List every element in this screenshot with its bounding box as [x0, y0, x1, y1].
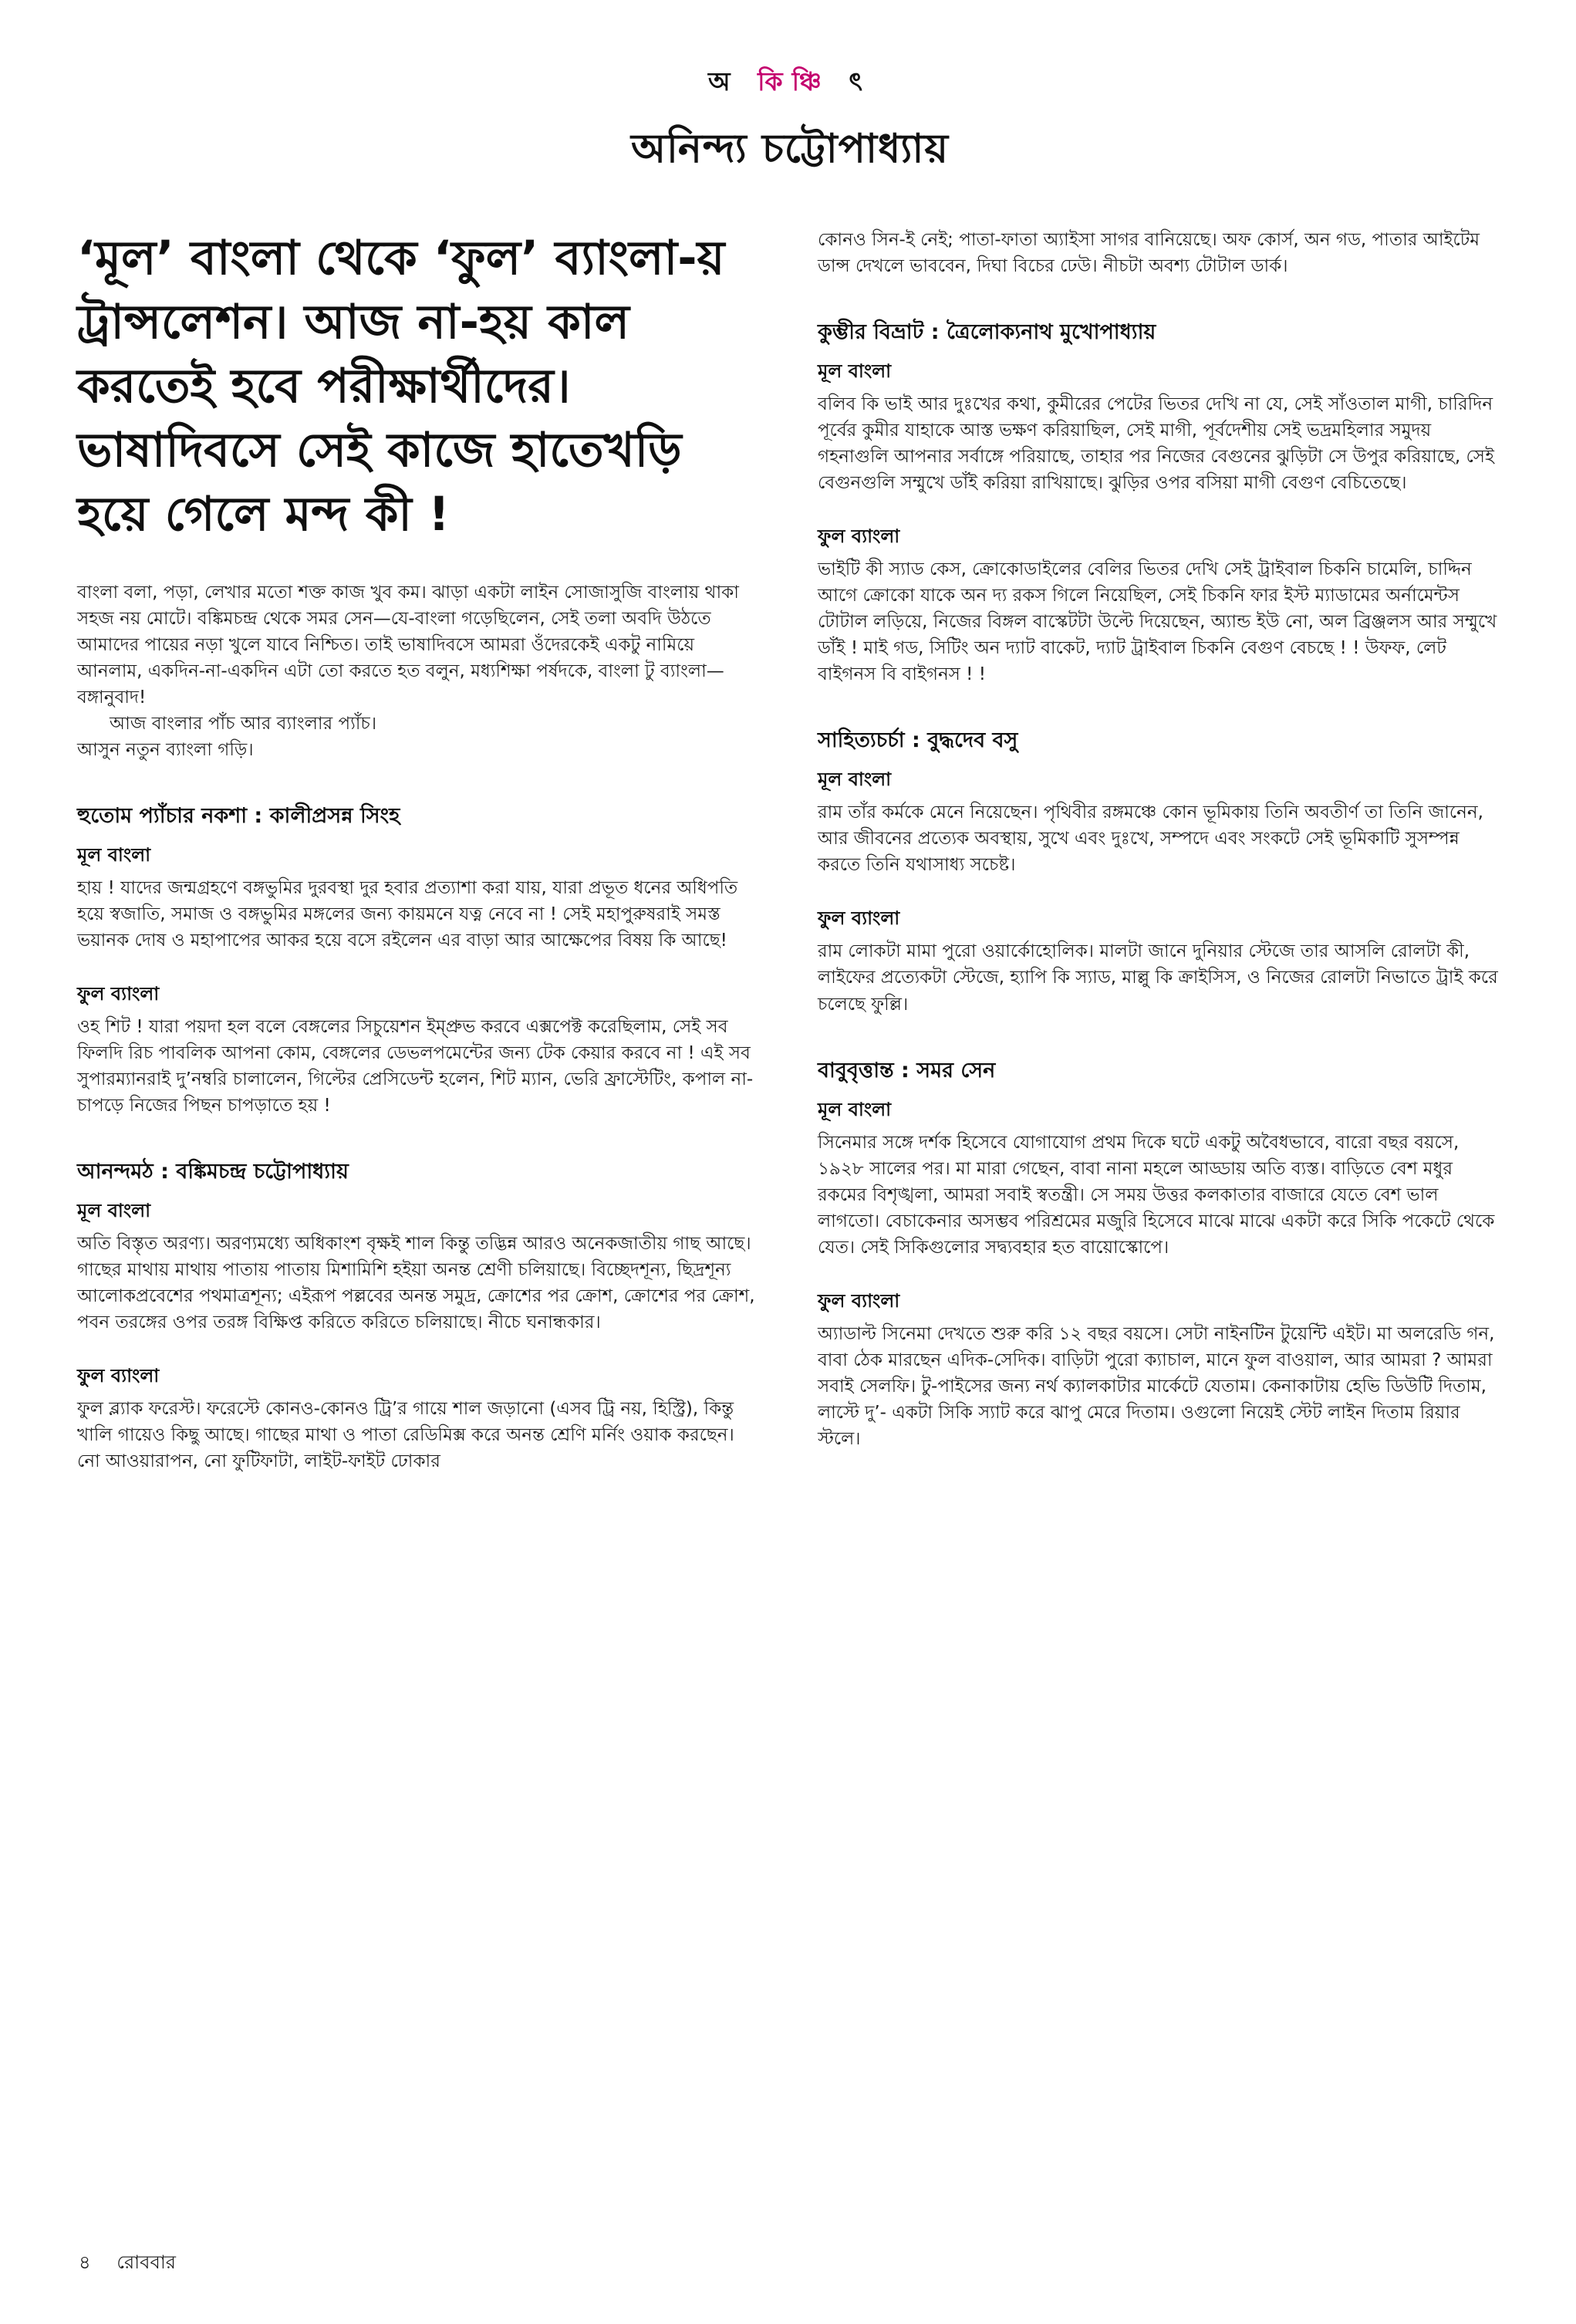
block-text: সিনেমার সঙ্গে দর্শক হিসেবে যোগাযোগ প্রথম দিকে ঘটে একটু অবৈধভাবে, বারো বছর বয়সে, ১৯২৮ সালের পর। মা মারা গেছেন, বাবা নানা মহলে আড্ডায় অতি ব্যস্ত। বাড়িতে বেশ মধুর রকমের বিশৃঙ্খলা, আমরা সবাই স্বতন্ত্রী। সে সময় উত্তর কলকাতার বাজারে যেতে বেশ ভাল লাগতো। বেচাকেনার অসম্ভব পরিশ্রমের মজুরি হিসেবে মাঝে মাঝে একটা করে সিকি পকেটে থেকে যেত। সেই সিকিগুলোর সদ্ব্যবহার হত বায়োস্কোপে। — [818, 1132, 1495, 1258]
sub-label: মূল বাংলা — [818, 360, 892, 383]
author-title: অনিন্দ্য চট্টোপাধ্যায় — [631, 126, 949, 172]
mul-bangla-block — [818, 765, 1503, 878]
two-column-body — [77, 227, 1503, 1474]
mul-bangla-block — [818, 1096, 1503, 1261]
sub-label: ফুল ব্যাংলা — [77, 983, 160, 1005]
sub-label: মূল বাংলা — [818, 1098, 892, 1120]
section-hutom-pyanchar-noksha — [77, 800, 762, 1119]
section-title: আনন্দমঠ : বঙ্কিমচন্দ্র চট্টোপাধ্যায় — [77, 1160, 349, 1184]
page-header — [77, 62, 1503, 184]
right-column — [818, 227, 1503, 1452]
section-anandamath — [77, 1156, 762, 1474]
section-kumbhir-bibhrat — [818, 316, 1503, 687]
column-kicker — [77, 62, 1503, 105]
block-text: ফুল ব্ল্যাক ফরেস্ট। ফরেস্টে কোনও-কোনও ট্রি’র গায়ে শাল জড়ানো (এসব ট্রি নয়, হিস্ট্রি), কিন্তু খালি গায়েও কিছু আছে। গাছের মাথা ও পাতা রেডিমিক্স করে অনন্ত শ্রেণি মর্নিং ওয়াক করছেন। নো আওয়ারাপন, নো ফুটিফাটা, লাইট-ফাইট ঢোকার — [77, 1399, 734, 1472]
left-column — [77, 227, 762, 1474]
continuation-paragraph: কোনও সিন-ই নেই; পাতা-ফাতা অ্যাইসা সাগর বানিয়েছে। অফ কোর্স, অন গড, পাতার আইটেম ডান্স দেখলে ভাববেন, দিঘা বিচের ঢেউ। নীচটা অবশ্য টোটাল ডার্ক। — [818, 230, 1480, 277]
section-title: হুতোম প্যাঁচার নকশা : কালীপ্রসন্ন সিংহ — [77, 803, 400, 828]
ful-byangla-block — [818, 1287, 1503, 1452]
sub-label: মূল বাংলা — [77, 1200, 151, 1222]
block-text: রাম তাঁর কর্মকে মেনে নিয়েছেন। পৃথিবীর রঙ্গমঞ্চে কোন ভূমিকায় তিনি অবতীর্ণ তা তিনি জানেন, আর জীবনের প্রত্যেক অবস্থায়, সুখে এবং দুঃখে, সম্পদে এবং সংকটে সেই ভূমিকাটি সুসম্পন্ন করতে তিনি যথাসাধ্য সচেষ্ট। — [818, 802, 1483, 876]
intro-line-2: আজ বাংলার পাঁচ আর ব্যাংলার প্যাঁচ। — [110, 713, 377, 734]
block-text: রাম লোকটা মামা পুরো ওয়ার্কোহোলিক। মালটা জানে দুনিয়ার স্টেজে তার আসলি রোলটা কী, লাইফের প্রত্যেকটা স্টেজে, হ্যাপি কি স্যাড, মাল্লু কি ক্রাইসিস, ও নিজের রোলটা নিভাতে ট্রাই করে চলেছে ফুল্লি। — [818, 941, 1498, 1015]
mul-bangla-block — [77, 1197, 762, 1336]
block-text: ওহ শিট ! যারা পয়দা হল বলে বেঙ্গলের সিচুয়েশন ইম্প্রুভ করবে এক্সপেক্ট করেছিলাম, সেই সব ফিলদি রিচ পাবলিক আপনা কোম, বেঙ্গলের ডেভলপমেন্টের জন্য টেক কেয়ার করবে না ! এই সব সুপারম্যানরাই দু’নম্বরি চালালেন, গিল্টের প্রেসিডেন্ট হলেন, শিট ম্যান, ভেরি ফ্রাস্টেটিং, কপাল না-চাপড়ে নিজের পিছন চাপড়াতে হয় ! — [77, 1017, 754, 1116]
intro-line-3: আসুন নতুন ব্যাংলা গড়ি। — [77, 739, 254, 760]
sub-label: ফুল ব্যাংলা — [818, 1289, 900, 1312]
ful-byangla-block — [818, 522, 1503, 687]
section-babubrittanto — [818, 1055, 1503, 1452]
kicker-highlight: কিঞ্চি — [758, 66, 831, 96]
kicker-post: ৎ — [849, 66, 872, 96]
section-title: সাহিত্যচর্চা : বুদ্ধদেব বসু — [818, 728, 1018, 753]
kicker-pre: অ — [707, 66, 740, 96]
ful-byangla-block — [77, 1362, 762, 1474]
sub-label: ফুল ব্যাংলা — [818, 907, 900, 930]
section-sahityacharcha — [818, 725, 1503, 1017]
magazine-name: রোববার — [116, 2251, 176, 2273]
block-text: ভাইটি কী স্যাড কেস, ক্রোকোডাইলের বেলির ভিতর দেখি সেই ট্রাইবাল চিকনি চামেলি, চাদ্দিন আগে ক্রোকো যাকে অন দ্য রকস গিলে নিয়েছিল, সেই চিকনি ফার ইস্ট ম্যাডামের অর্নামেন্টস টোটাল লড়িয়ে, নিজের বিঙ্গল বাস্কেটটা উল্টে দিয়েছেন, অ্যান্ড ইউ নো, অল ব্রিঞ্জলস আর সম্মুখে ডাঁই ! মাই গড, সিটিং অন দ্যাট বাকেট, দ্যাট ট্রাইবাল চিকনি বেগুণ বেচছে ! ! উফফ, লেট বাইগনস বি বাইগনস ! ! — [818, 559, 1497, 685]
sub-label: মূল বাংলা — [818, 768, 892, 791]
block-text: অ্যাডাল্ট সিনেমা দেখতে শুরু করি ১২ বছর বয়সে। সেটা নাইনটিন টুয়েন্টি এইট। মা অলরেডি গন, বাবা ঠেক মারছেন এদিক-সেদিক। বাড়িটা পুরো ক্যাচাল, মানে ফুল বাওয়াল, আর আমরা ? আমরা সবাই সেলফি। টু-পাইসের জন্য নর্থ ক্যালকাটার মার্কেটে যেতাম। কেনাকাটায় হেভি ডিউটি দিতাম, লাস্টে দু’- একটা সিকি স্যাট করে ঝাপু মেরে দিতাম। ওগুলো নিয়েই স্টেট লাইন দিতাম রিয়ার স্টলে। — [818, 1323, 1495, 1449]
sub-label: ফুল ব্যাংলা — [77, 1365, 160, 1387]
block-text: হায় ! যাদের জন্মগ্রহণে বঙ্গভুমির দুরবস্থা দুর হবার প্রত্যাশা করা যায়, যারা প্রভূত ধনের অধিপতি হয়ে স্বজাতি, সমাজ ও বঙ্গভুমির মঙ্গলের জন্য কায়মনে যত্ন নেবে না ! সেই মহাপুরুষরাই সমস্ত ভয়ানক দোষ ও মহাপাপের আকর হয়ে বসে রইলেন এর বাড়া আর আক্ষেপের বিষয় কি আছে! — [77, 877, 738, 951]
intro-paragraph: বাংলা বলা, পড়া, লেখার মতো শক্ত কাজ খুব কম। ঝাড়া একটা লাইন সোজাসুজি বাংলায় থাকা সহজ নয় মোটে। বঙ্কিমচন্দ্র থেকে সমর সেন—যে-বাংলা গড়েছিলেন, সেই তলা অবদি উঠতে আমাদের পায়ের নড়া খুলে যাবে নিশ্চিত। তাই ভাষাদিবসে আমরা ওঁদেরকেই একটু নামিয়ে আনলাম, একদিন-না-একদিন এটা তো করতে হত বলুন, মধ্যশিক্ষা পর্ষদকে, বাংলা টু ব্যাংলা—বঙ্গানুবাদ! — [77, 582, 739, 708]
block-text: অতি বিস্তৃত অরণ্য। অরণ্যমধ্যে অধিকাংশ বৃক্ষই শাল কিন্তু তদ্ভিন্ন আরও অনেকজাতীয় গাছ আছে। গাছের মাথায় মাথায় পাতায় পাতায় মিশামিশি হইয়া অনন্ত শ্রেণী চলিয়াছে। বিচ্ছেদশূন্য, ছিদ্রশূন্য আলোকপ্রবেশের পথমাত্রশূন্য; এইরূপ পল্লবের অনন্ত সমুদ্র, ক্রোশের পর ক্রোশ, ক্রোশের পর ক্রোশ, পবন তরঙ্গের ওপর তরঙ্গ বিক্ষিপ্ত করিতে করিতে চলিয়াছে। নীচে ঘনান্ধকার। — [77, 1234, 755, 1333]
section-title: কুম্ভীর বিভ্রাট : ত্রৈলোক্যনাথ মুখোপাধ্যায় — [818, 320, 1156, 345]
page-number: ৪ — [79, 2251, 91, 2273]
mul-bangla-block — [818, 357, 1503, 496]
headline: ‘মূল’ বাংলা থেকে ‘ফুল’ ব্যাংলা-য় ট্রান্সলেশন। আজ না-হয় কাল করতেই হবে পরীক্ষার্থীদের। ভাষাদিবসে সেই কাজে হাতেখড়ি হয়ে গেলে মন্দ কী ! — [77, 231, 725, 542]
section-title: বাবুবৃত্তান্ত : সমর সেন — [818, 1058, 996, 1083]
sub-label: মূল বাংলা — [77, 843, 151, 866]
page-footer — [79, 2248, 176, 2279]
ful-byangla-block — [77, 980, 762, 1119]
block-text: বলিব কি ভাই আর দুঃখের কথা, কুমীরের পেটের ভিতর দেখি না যে, সেই সাঁওতাল মাগী, চারিদিন পূর্বের কুমীর যাহাকে আস্ত ভক্ষণ করিয়াছিল, সেই মাগী, পূর্বদেশীয় সেই ভদ্রমহিলার সমুদয় গহনাগুলি আপনার সর্বাঙ্গে পরিয়াছে, তাহার পর নিজের বেগুনের ঝুড়িটা সে উপুর করিয়াছে, সেই বেগুনগুলি সম্মুখে ডাঁই করিয়া রাখিয়াছে। ঝুড়ির ওপর বসিয়া মাগী বেগুণ বেচিতেছে। — [818, 394, 1494, 494]
ful-byangla-block — [818, 904, 1503, 1017]
sub-label: ফুল ব্যাংলা — [818, 525, 900, 548]
mul-bangla-block — [77, 841, 762, 954]
